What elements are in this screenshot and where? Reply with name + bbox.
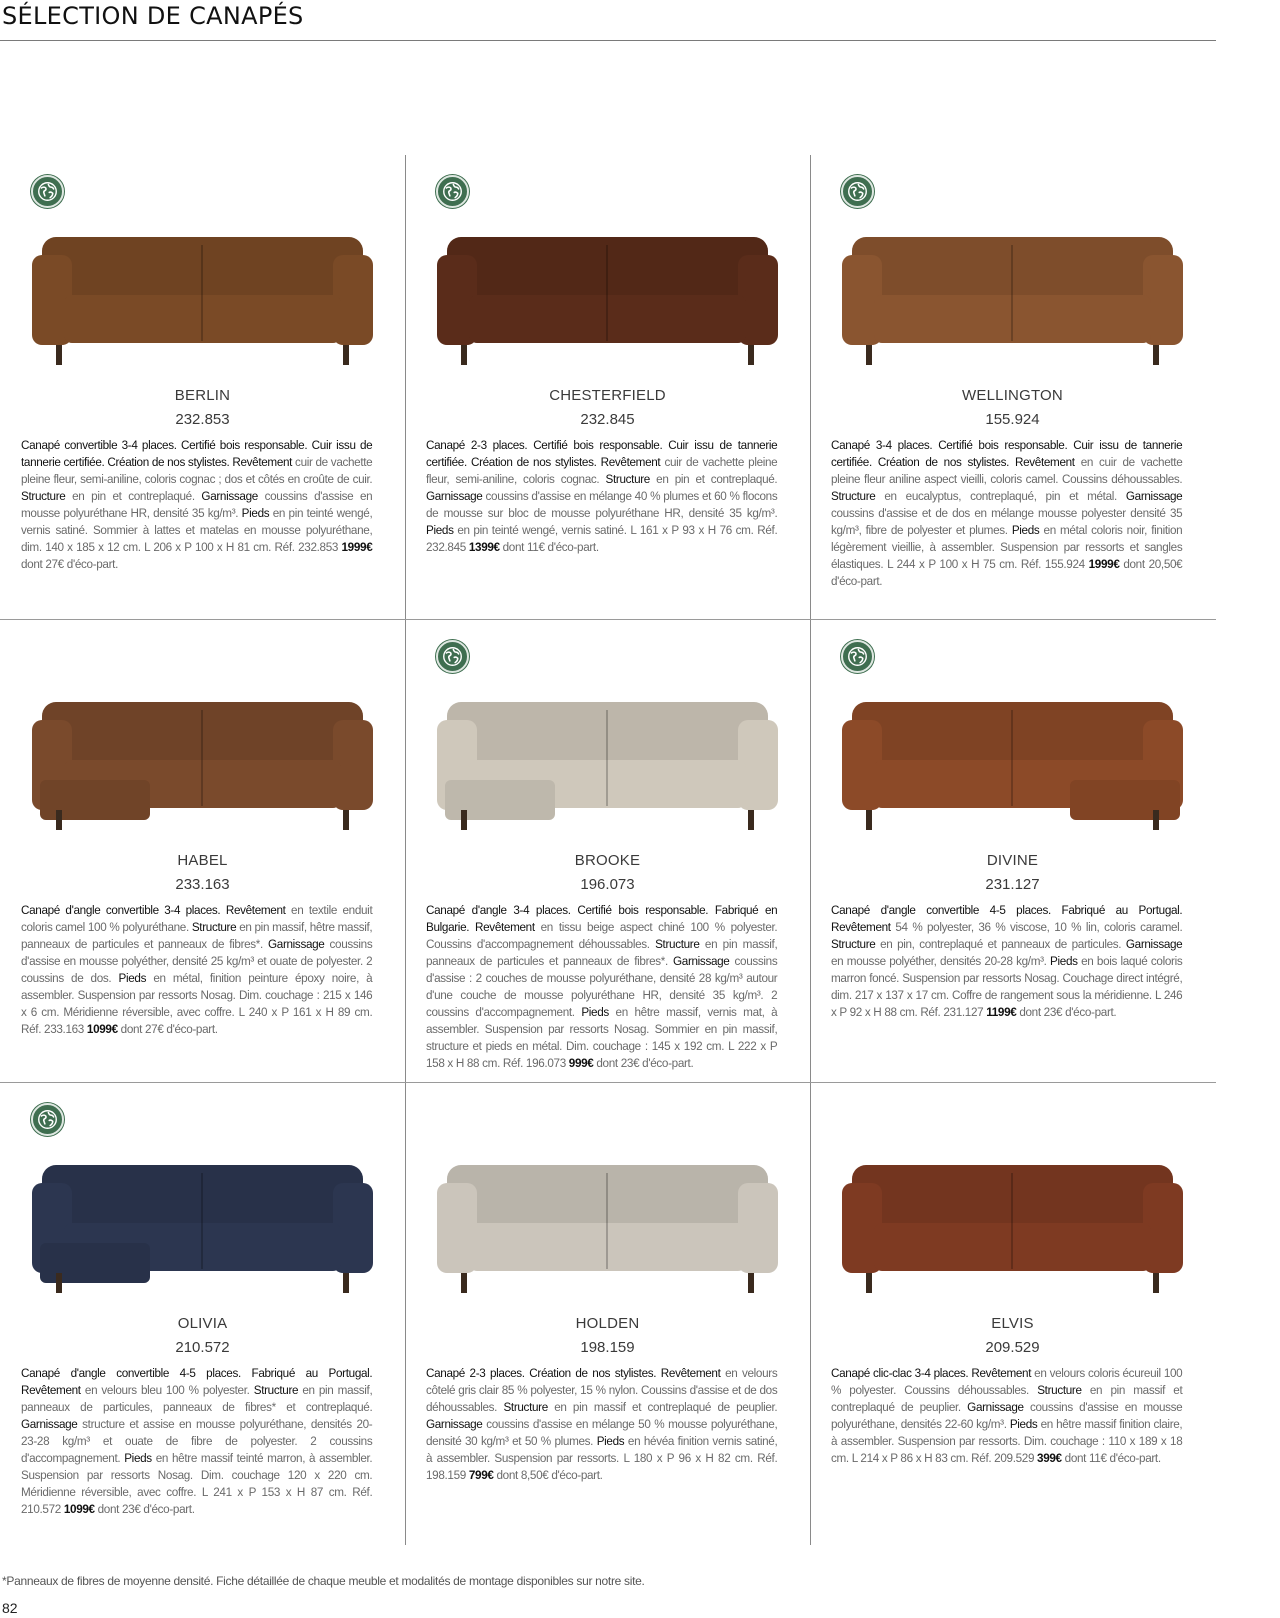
description-segment: coussins d'assise et de dos en mélange mousse polyester densité 35 kg/m³, fibre de polyester et plumes.: [831, 506, 1183, 537]
sofa-photo[interactable]: [20, 215, 385, 375]
description-segment: Pieds: [118, 971, 147, 985]
description-segment: cuir de vachette pleine fleur, semi-aniline, coloris cognac ; dos et côtés en croûte de cuir.: [21, 455, 373, 486]
product-card-habel[interactable]: [0, 620, 405, 1083]
sofa-photo[interactable]: [830, 680, 1195, 840]
description-segment: Revêtement: [232, 455, 293, 469]
footnote: *Panneaux de fibres de moyenne densité. Fiche détaillée de chaque meuble et modalités de montage disponibles sur notre site.: [2, 1574, 645, 1588]
description-segment: en cuir de vachette pleine fleur aniline aspect vieilli, coloris camel. Coussins déhoussables.: [831, 455, 1183, 486]
description-segment: en pin massif, hêtre massif, panneaux de particules et panneaux de fibres*.: [21, 920, 373, 951]
description-segment: en tissu beige aspect chiné 100 % polyester. Coussins d'accompagnement déhoussables.: [426, 920, 778, 951]
sofa-photo[interactable]: [830, 1143, 1195, 1303]
sofa-photo[interactable]: [20, 1143, 385, 1303]
price: 1999€: [1088, 557, 1120, 571]
product-name: ELVIS: [991, 1315, 1034, 1332]
description-segment: en pin teinté wengé, vernis satiné. Sommier à lattes et matelas en mousse polyuréthane, dim. 140 x 185 x 12 cm. L 206 x P 100 x H 81 cm. Réf. 232.853: [21, 506, 373, 554]
product-grid: [0, 155, 1216, 1545]
description-segment: Garnissage: [1125, 937, 1183, 951]
description-segment: en velours coloris écureuil 100 % polyester. Coussins déhoussables.: [831, 1366, 1183, 1397]
product-ref: 233.163: [175, 876, 230, 893]
description-segment: Pieds: [124, 1451, 152, 1465]
product-row: [0, 1083, 1216, 1545]
product-description: [831, 437, 1182, 590]
description-segment: Garnissage: [426, 489, 483, 503]
description-segment: Revêtement: [831, 920, 891, 934]
description-segment: structure et assise en mousse polyuréthane, densités 20-23-28 kg/m³ et ouate de fibre de polyester. 2 coussins d'accompagnement.: [21, 1417, 373, 1465]
description-segment: Revêtement: [475, 920, 535, 934]
description-segment: coussins d'assise en mousse polyuréthane HR, densité 35 kg/m³.: [21, 489, 373, 520]
description-segment: en hévéa finition vernis satiné, à assembler. Suspension par ressorts. L 180 x P 96 x H 82 cm. Réf. 198.159: [426, 1434, 778, 1482]
description-segment: Structure: [503, 1400, 548, 1414]
globe-eco-icon: [31, 1103, 64, 1136]
description-segment: Revêtement: [225, 903, 286, 917]
product-description: [21, 437, 372, 573]
description-segment: Canapé d'angle convertible 3-4 places.: [21, 903, 221, 917]
description-segment: Revêtement: [1014, 455, 1075, 469]
sofa-photo[interactable]: [20, 680, 385, 840]
description-segment: Garnissage: [268, 937, 325, 951]
product-ref: 209.529: [985, 1339, 1040, 1356]
description-segment: en eucalyptus, contreplaqué, pin et métal.: [875, 489, 1126, 503]
description-segment: Canapé d'angle convertible 4-5 places. Fabriqué au Portugal.: [831, 903, 1183, 917]
page-title: SÉLECTION DE CANAPÉS: [2, 2, 304, 30]
price: 1199€: [986, 1005, 1017, 1019]
description-segment: Structure: [831, 489, 876, 503]
description-segment: Garnissage: [201, 489, 258, 503]
description-segment: Structure: [655, 937, 700, 951]
price: 1099€: [86, 1022, 118, 1036]
description-segment: Revêtement: [660, 1366, 721, 1380]
description-segment: en pin et contreplaqué.: [649, 472, 778, 486]
description-segment: coussins d'assise : 2 couches de mousse polyuréthane, densité 28 kg/m³ autour d'une couche de mousse polyuréthane HR, densité 35 kg/m³. 2 coussins d'accompagnement.: [426, 954, 778, 1019]
product-card-brooke[interactable]: [405, 620, 810, 1083]
product-card-holden[interactable]: [405, 1083, 810, 1545]
description-segment: coussins d'assise en mélange 40 % plumes et 60 % flocons de mousse sur bloc de mousse polyuréthane HR, densité 35 kg/m³.: [426, 489, 778, 520]
description-segment: Canapé 2-3 places. Création de nos stylistes.: [426, 1366, 657, 1380]
product-ref: 210.572: [175, 1339, 230, 1356]
description-segment: Pieds: [1050, 954, 1078, 968]
description-segment: Canapé d'angle 3-4 places. Certifié bois responsable. Fabriqué en Bulgarie.: [426, 903, 778, 934]
product-ref: 198.159: [580, 1339, 635, 1356]
product-name: BROOKE: [574, 852, 641, 869]
description-segment: en textile enduit coloris camel 100 % polyuréthane.: [21, 903, 373, 934]
description-segment: Canapé d'angle convertible 4-5 places. Fabriqué au Portugal.: [21, 1366, 373, 1380]
product-ref: 232.853: [175, 411, 230, 428]
product-name: WELLINGTON: [962, 387, 1063, 404]
description-segment: Pieds: [1011, 523, 1040, 537]
product-name: DIVINE: [986, 852, 1039, 869]
product-row: [0, 620, 1216, 1083]
product-description: [21, 902, 372, 1038]
product-description: [831, 902, 1182, 1021]
description-segment: Canapé 2-3 places. Certifié bois responsable. Cuir issu de tannerie certifiée. Création de nos stylistes.: [426, 438, 778, 469]
product-name: BERLIN: [174, 387, 231, 404]
description-segment: Pieds: [596, 1434, 625, 1448]
description-segment: en pin massif, panneaux de particules et panneaux de fibres*.: [426, 937, 778, 968]
description-segment: Structure: [21, 489, 66, 503]
page-number: 82: [2, 1600, 18, 1616]
price: 1399€: [468, 540, 500, 554]
sofa-photo[interactable]: [425, 1143, 790, 1303]
description-segment: dont 23€ d'éco-part.: [94, 1502, 195, 1516]
description-segment: en mousse polyéther, densités 20-28 kg/m³.: [831, 954, 1051, 968]
product-card-divine[interactable]: [810, 620, 1215, 1083]
description-segment: Garnissage: [426, 1417, 483, 1431]
sofa-photo[interactable]: [830, 215, 1195, 375]
product-ref: 231.127: [985, 876, 1040, 893]
product-card-berlin[interactable]: [0, 155, 405, 620]
price: 1999€: [341, 540, 373, 554]
description-segment: Revêtement: [21, 1383, 81, 1397]
globe-eco-icon: [436, 175, 469, 208]
description-segment: Garnissage: [1125, 489, 1183, 503]
description-segment: dont 27€ d'éco-part.: [117, 1022, 218, 1036]
product-name: HABEL: [177, 852, 228, 869]
product-description: [831, 1365, 1182, 1467]
product-card-elvis[interactable]: [810, 1083, 1215, 1545]
description-segment: Pieds: [1009, 1417, 1038, 1431]
product-description: [426, 1365, 777, 1484]
product-name: CHESTERFIELD: [549, 387, 666, 404]
description-segment: dont 27€ d'éco-part.: [21, 557, 118, 571]
description-segment: Pieds: [241, 506, 270, 520]
description-segment: Garnissage: [21, 1417, 78, 1431]
product-ref: 232.845: [580, 411, 635, 428]
description-segment: Structure: [191, 920, 237, 934]
description-segment: dont 8,50€ d'éco-part.: [493, 1468, 603, 1482]
description-segment: Canapé clic-clac 3-4 places.: [831, 1366, 969, 1380]
description-segment: en hêtre massif, vernis mat, à assembler. Suspension par ressorts Nosag. Sommier en pin massif, structure et pieds en métal. Dim. couchage : 145 x 192 cm. L 222 x P 158 x H 88 cm. Réf. 196.073: [426, 1005, 778, 1070]
product-description: [426, 902, 777, 1072]
description-segment: Revêtement: [971, 1366, 1032, 1380]
description-segment: Garnissage: [673, 954, 730, 968]
description-segment: dont 20,50€ d'éco-part.: [831, 557, 1183, 588]
product-name: HOLDEN: [575, 1315, 640, 1332]
product-name: OLIVIA: [177, 1315, 228, 1332]
product-ref: 196.073: [580, 876, 635, 893]
price: 799€: [468, 1468, 494, 1482]
description-segment: Garnissage: [967, 1400, 1024, 1414]
description-segment: cuir de vachette pleine fleur, semi-aniline, coloris cognac.: [426, 455, 778, 486]
description-segment: en métal, finition peinture époxy noire, à assembler. Suspension par ressorts Nosag. Dim. couchage : 215 x 146 x 6 cm. Méridienne réversible, avec coffre. L 240 x P 161 x H 89 cm. Réf. 233.163: [21, 971, 373, 1036]
product-description: [426, 437, 777, 556]
description-segment: dont 23€ d'éco-part.: [593, 1056, 694, 1070]
price: 399€: [1037, 1451, 1062, 1465]
description-segment: coussins d'assise en mousse polyéther, densité 25 kg/m³ et ouate de polyester. 2 coussins de dos.: [21, 937, 373, 985]
description-segment: en pin massif, panneaux de particules, panneaux de fibres* et contreplaqué.: [21, 1383, 373, 1414]
globe-eco-icon: [841, 640, 874, 673]
description-segment: en métal coloris noir, finition légèrement vieillie, à assembler. Suspension par ressorts et sangles élastiques. L 244 x P 100 x H 75 cm. Réf. 155.924: [831, 523, 1183, 571]
globe-eco-icon: [841, 175, 874, 208]
description-segment: coussins d'assise en mélange 50 % mousse polyuréthane, densité 30 kg/m³ et 50 % plumes.: [426, 1417, 778, 1448]
sofa-photo[interactable]: [425, 680, 790, 840]
product-card-wellington[interactable]: [810, 155, 1215, 620]
globe-eco-icon: [436, 640, 469, 673]
description-segment: Structure: [1037, 1383, 1082, 1397]
description-segment: 54 % polyester, 36 % viscose, 10 % lin, coloris caramel.: [890, 920, 1183, 934]
title-divider: [0, 40, 1216, 41]
description-segment: en hêtre massif finition claire, à assembler. Suspension par ressorts. Dim. couchage : 110 x 189 x 18 cm. L 214 x P 86 x H 83 cm. Réf. 209.529: [831, 1417, 1183, 1465]
description-segment: Canapé 3-4 places. Certifié bois responsable. Cuir issu de tannerie certifiée. Création de nos stylistes.: [831, 438, 1183, 469]
description-segment: dont 11€ d'éco-part.: [499, 540, 599, 554]
description-segment: en pin teinté wengé, vernis satiné. L 161 x P 93 x H 76 cm. Réf. 232.845: [426, 523, 778, 554]
description-segment: Canapé convertible 3-4 places. Certifié bois responsable. Cuir issu de tannerie certifiée. Création de nos stylistes.: [21, 438, 373, 469]
description-segment: en pin massif et contreplaqué de peuplier.: [831, 1383, 1183, 1414]
description-segment: en hêtre massif teinté marron, à assembler. Suspension par ressorts Nosag. Dim. couchage 120 x 220 cm. Méridienne réversible, avec coffre. L 241 x P 153 x H 87 cm. Réf. 210.572: [21, 1451, 373, 1516]
description-segment: en pin massif et contreplaqué de peuplier.: [547, 1400, 778, 1414]
price: 999€: [568, 1056, 594, 1070]
description-segment: en velours bleu 100 % polyester.: [80, 1383, 254, 1397]
product-row: [0, 155, 1216, 620]
description-segment: en bois laqué coloris marron foncé. Suspension par ressorts Nosag. Couchage direct intégré, dim. 217 x 137 x 17 cm. Coffre de rangement sous la méridienne. L 246 x P 92 x H 88 cm. Réf. 231.127: [831, 954, 1183, 1019]
price: 1099€: [63, 1502, 95, 1516]
description-segment: en pin et contreplaqué.: [65, 489, 202, 503]
sofa-photo[interactable]: [425, 215, 790, 375]
product-ref: 155.924: [985, 411, 1040, 428]
globe-eco-icon: [31, 175, 64, 208]
description-segment: Revêtement: [600, 455, 661, 469]
description-segment: Pieds: [581, 1005, 609, 1019]
product-card-olivia[interactable]: [0, 1083, 405, 1545]
description-segment: dont 23€ d'éco-part.: [1016, 1005, 1117, 1019]
product-card-chesterfield[interactable]: [405, 155, 810, 620]
description-segment: en pin, contreplaqué et panneaux de particules.: [875, 937, 1126, 951]
description-segment: Structure: [605, 472, 650, 486]
description-segment: Structure: [253, 1383, 299, 1397]
description-segment: Structure: [831, 937, 876, 951]
description-segment: dont 11€ d'éco-part.: [1061, 1451, 1161, 1465]
description-segment: coussins d'assise en mousse polyuréthane, densités 22-60 kg/m³.: [831, 1400, 1183, 1431]
description-segment: en velours côtelé gris clair 85 % polyester, 15 % nylon. Coussins d'assise et de dos déhoussables.: [426, 1366, 778, 1414]
product-description: [21, 1365, 372, 1518]
description-segment: Pieds: [426, 523, 454, 537]
